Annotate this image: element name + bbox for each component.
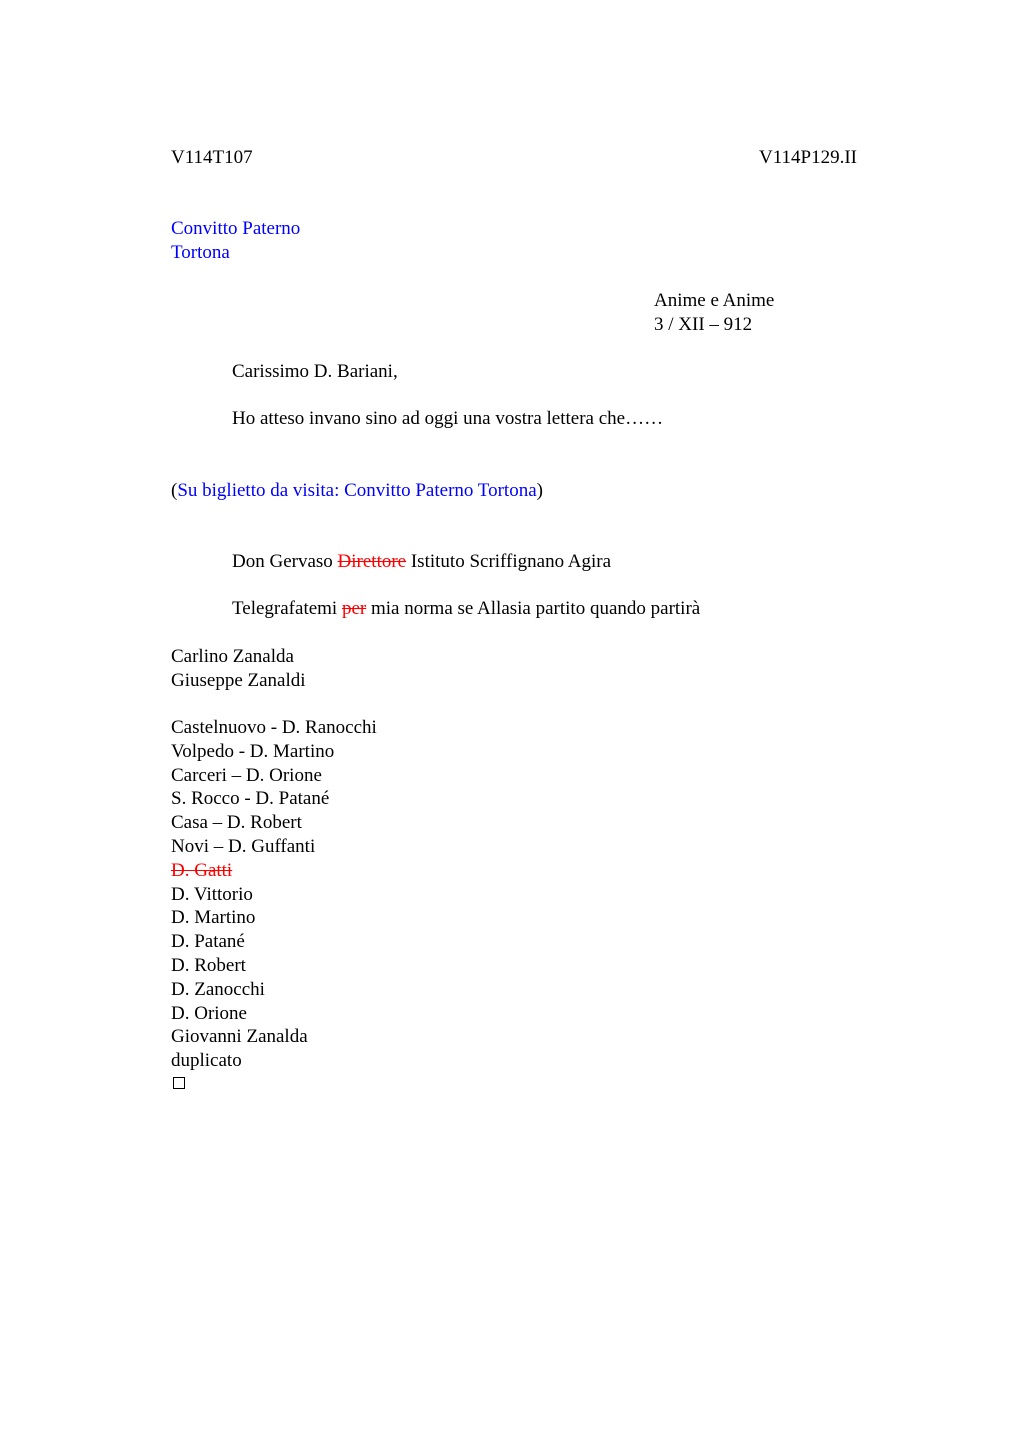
telegram-message-struck: per (341, 598, 367, 619)
names-item: Carlino Zanalda (171, 646, 294, 667)
telegram-address-struck: Direttore (337, 551, 407, 572)
dateline-motto: Anime e Anime (654, 290, 775, 311)
roster-item: D. Patané (171, 931, 245, 953)
dateline-date: 3 / XII – 912 (654, 313, 753, 335)
card-note-text: Su biglietto da visita: Convitto Paterno Tortona (177, 480, 537, 501)
assignment-item: Novi – D. Guffanti (171, 835, 316, 857)
telegram-message-before: Telegrafatemi (232, 598, 342, 619)
letter-body: Ho atteso invano sino ad oggi una vostra lettera che…… (232, 408, 664, 429)
sender-line-2: Tortona (171, 241, 230, 263)
letter-salutation: Carissimo D. Bariani, (232, 361, 398, 382)
roster-item: D. Robert (171, 954, 246, 976)
sender-block (171, 217, 300, 265)
header-left-code: V114T107 (171, 147, 253, 168)
checkbox-glyph (173, 1077, 185, 1089)
assignment-item: Volpedo - D. Martino (171, 740, 335, 762)
header-right-code: V114P129.II (759, 147, 857, 168)
roster-item: D. Zanocchi (171, 978, 265, 1000)
sender-line-1: Convitto Paterno (171, 218, 301, 239)
card-note-close-paren: ) (536, 480, 543, 501)
telegram-address-before: Don Gervaso (232, 551, 338, 572)
names-list (171, 645, 306, 693)
dateline-block (654, 289, 774, 337)
struck-entry: D. Gatti (171, 859, 233, 881)
assignment-item: Casa – D. Robert (171, 812, 302, 834)
roster-item: D. Martino (171, 907, 256, 929)
roster-item: D. Orione (171, 1002, 247, 1024)
names-item: Giuseppe Zanaldi (171, 669, 306, 691)
roster-item: D. Vittorio (171, 883, 253, 905)
assignments-list (171, 716, 377, 1073)
card-note (171, 479, 543, 503)
roster-item: duplicato (171, 1050, 242, 1072)
telegram-message (232, 597, 700, 621)
telegram-address-after: Istituto Scriffignano Agira (406, 551, 612, 572)
card-note-open-paren: ( (171, 480, 178, 501)
assignment-item: Carceri – D. Orione (171, 764, 322, 786)
telegram-address (232, 550, 611, 574)
telegram-message-after: mia norma se Allasia partito quando partirà (366, 598, 701, 619)
assignment-item: S. Rocco - D. Patané (171, 788, 330, 810)
assignment-item: Castelnuovo - D. Ranocchi (171, 717, 377, 738)
roster-item: Giovanni Zanalda (171, 1026, 308, 1048)
